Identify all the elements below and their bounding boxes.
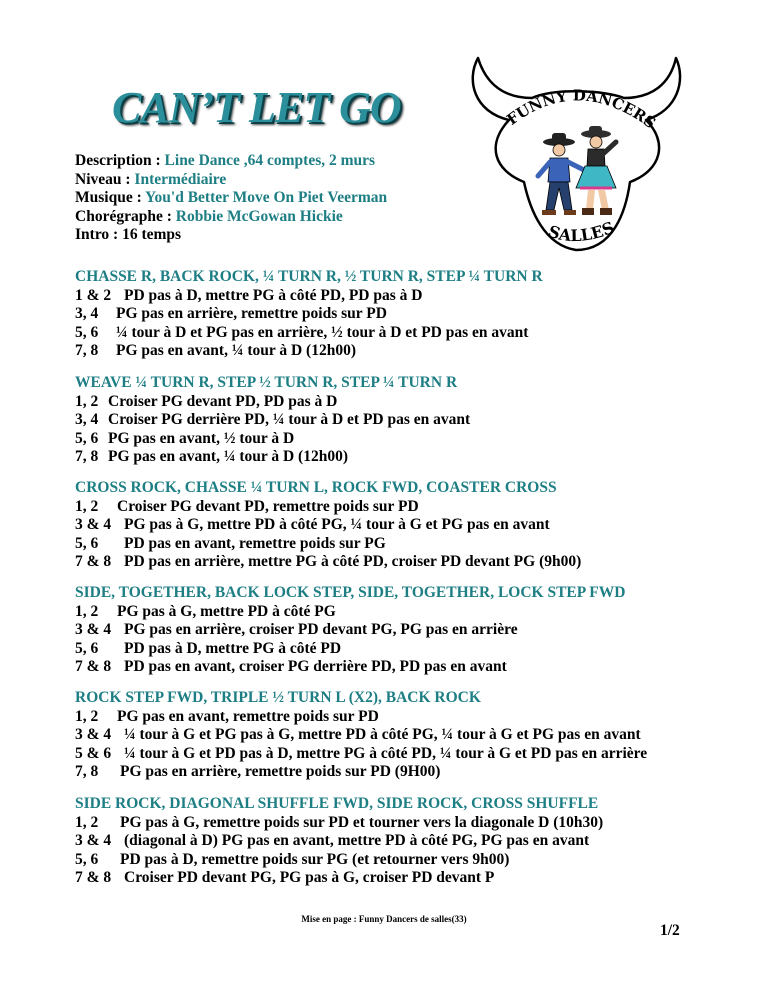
step-count: 3 & 4	[75, 726, 112, 744]
step-text: PD pas à D, mettre PG à côté PD	[124, 639, 342, 657]
step-text: PG pas en arrière, remettre poids sur PD (9H00)	[120, 763, 441, 781]
step-count: 7, 8	[75, 342, 99, 360]
step-row	[75, 640, 625, 659]
info-intro	[75, 226, 387, 245]
step-row	[75, 814, 603, 833]
section-heading: WEAVE ¼ TURN R, STEP ½ TURN R, STEP ¼ TURN R	[75, 374, 458, 391]
step-row	[75, 658, 625, 677]
step-count: 1, 2	[75, 392, 99, 410]
step-count: 1, 2	[75, 497, 99, 515]
step-row	[75, 708, 647, 727]
section-3	[75, 479, 581, 572]
step-text: Robbie McGowan Hickie	[175, 207, 343, 225]
step-text: PD pas à D, mettre PG à côté PD, PD pas à D	[124, 286, 423, 304]
step-text: Intermédiaire	[134, 170, 227, 188]
step-row	[75, 287, 543, 306]
dance-info	[75, 152, 387, 245]
step-text: Musique :	[75, 189, 146, 206]
step-row	[75, 516, 581, 535]
page-number: 1/2	[660, 922, 680, 939]
section-1	[75, 268, 543, 361]
step-text: Line Dance ,64 comptes, 2 murs	[164, 152, 376, 169]
step-text: PD pas en arrière, mettre PG à côté PD, croiser PD devant PG (9h00)	[124, 553, 582, 571]
step-count: 7 & 8	[75, 553, 112, 571]
footer-credit: Mise en page : Funny Dancers de salles(33)	[301, 914, 467, 924]
step-count: 3, 4	[75, 305, 99, 323]
step-text: PG pas en avant, ¼ tour à D (12h00)	[116, 342, 356, 360]
step-count: 5, 6	[75, 639, 99, 657]
section-heading: CHASSE R, BACK ROCK, ¼ TURN R, ½ TURN R, STEP ¼ TURN R	[75, 268, 543, 285]
step-row	[75, 305, 543, 324]
step-row	[75, 393, 470, 412]
step-text: Chorégraphe :	[75, 207, 176, 225]
step-row	[75, 498, 581, 517]
step-count: 5, 6	[75, 850, 99, 868]
step-count: 1, 2	[75, 707, 99, 725]
step-text: ¼ tour à G et PD pas à D, mettre PG à côté PD, ¼ tour à G et PD pas en arrière	[124, 744, 648, 762]
step-count: 3 & 4	[75, 516, 112, 534]
step-row	[75, 430, 470, 449]
section-4	[75, 584, 625, 677]
step-text: PD pas en avant, remettre poids sur PG	[124, 534, 386, 552]
step-text: Niveau :	[75, 170, 135, 188]
logo-top-text: FUNNY DANCERS	[503, 86, 660, 133]
section-heading: SIDE ROCK, DIAGONAL SHUFFLE FWD, SIDE ROCK, CROSS SHUFFLE	[75, 795, 599, 812]
step-count: 3, 4	[75, 411, 99, 429]
section-heading: ROCK STEP FWD, TRIPLE ½ TURN L (X2), BACK ROCK	[75, 689, 481, 706]
funny-dancers-logo	[464, 50, 686, 260]
step-row	[75, 869, 603, 888]
step-count: 5, 6	[75, 323, 99, 341]
step-text: PG pas à G, mettre PD à côté PG, ¼ tour à G et PG pas en avant	[124, 516, 550, 534]
info-level	[75, 171, 387, 190]
step-count: 7 & 8	[75, 658, 112, 676]
step-text: Description :	[75, 152, 165, 169]
step-text: ¼ tour à G et PG pas à G, mettre PD à côté PG, ¼ tour à G et PG pas en avant	[124, 726, 641, 744]
step-row	[75, 535, 581, 554]
step-row	[75, 342, 543, 361]
step-text: Croiser PG devant PD, PD pas à D	[108, 392, 338, 410]
step-count: 7 & 8	[75, 869, 112, 887]
step-count: 7, 8	[75, 448, 99, 466]
info-music	[75, 189, 387, 208]
step-text: ¼ tour à D et PG pas en arrière, ½ tour à D et PD pas en avant	[116, 323, 529, 341]
step-text: Croiser PD devant PG, PG pas à G, croiser PD devant P	[124, 869, 495, 887]
step-text: PG pas en avant, ¼ tour à D (12h00)	[108, 448, 348, 466]
step-count: 5 & 6	[75, 744, 112, 762]
step-row	[75, 851, 603, 870]
svg-text:FUNNY DANCERS	[503, 86, 659, 132]
step-count: 5, 6	[75, 534, 99, 552]
step-count: 3 & 4	[75, 621, 112, 639]
dance-title: CAN’T LET GO	[112, 83, 401, 132]
logo-bottom-text: SALLES	[545, 217, 617, 246]
step-row	[75, 621, 625, 640]
section-2	[75, 374, 470, 467]
step-row	[75, 448, 470, 467]
step-row	[75, 603, 625, 622]
section-heading: CROSS ROCK, CHASSE ¼ TURN L, ROCK FWD, COASTER CROSS	[75, 479, 557, 496]
step-text: PG pas en avant, ½ tour à D	[108, 429, 295, 447]
step-row	[75, 553, 581, 572]
step-text: PG pas à G, mettre PD à côté PG	[117, 602, 336, 620]
step-text: (diagonal à D) PG pas en avant, mettre PD à côté PG, PG pas en avant	[124, 832, 590, 850]
section-6	[75, 795, 603, 888]
step-text: PD pas en avant, croiser PG derrière PD, PD pas en avant	[124, 658, 507, 676]
step-text: PG pas à G, remettre poids sur PD et tourner vers la diagonale D (10h30)	[120, 813, 604, 831]
step-row	[75, 324, 543, 343]
section-heading: SIDE, TOGETHER, BACK LOCK STEP, SIDE, TOGETHER, LOCK STEP FWD	[75, 584, 626, 601]
step-count: 1, 2	[75, 813, 99, 831]
step-text: PD pas à D, remettre poids sur PG (et retourner vers 9h00)	[120, 850, 510, 868]
dancers-icon	[538, 126, 616, 215]
step-count: 1 & 2	[75, 286, 112, 304]
section-5	[75, 689, 647, 782]
step-count: 7, 8	[75, 763, 99, 781]
step-row	[75, 745, 647, 764]
step-text: Intro : 16 temps	[75, 226, 182, 243]
step-text: You'd Better Move On Piet Veerman	[145, 189, 388, 206]
step-count: 3 & 4	[75, 832, 112, 850]
step-row	[75, 763, 647, 782]
step-text: Croiser PG derrière PD, ¼ tour à D et PD pas en avant	[108, 411, 471, 429]
step-count: 1, 2	[75, 602, 99, 620]
step-row	[75, 411, 470, 430]
info-choreographer	[75, 208, 387, 227]
step-text: Croiser PG devant PD, remettre poids sur PD	[117, 497, 419, 515]
svg-text:SALLES	[546, 218, 617, 246]
step-row	[75, 726, 647, 745]
info-description	[75, 152, 387, 171]
step-row	[75, 832, 603, 851]
step-text: PG pas en avant, remettre poids sur PD	[117, 707, 379, 725]
step-text: PG pas en arrière, remettre poids sur PD	[116, 305, 387, 323]
step-count: 5, 6	[75, 429, 99, 447]
step-text: PG pas en arrière, croiser PD devant PG, PG pas en arrière	[124, 621, 518, 639]
